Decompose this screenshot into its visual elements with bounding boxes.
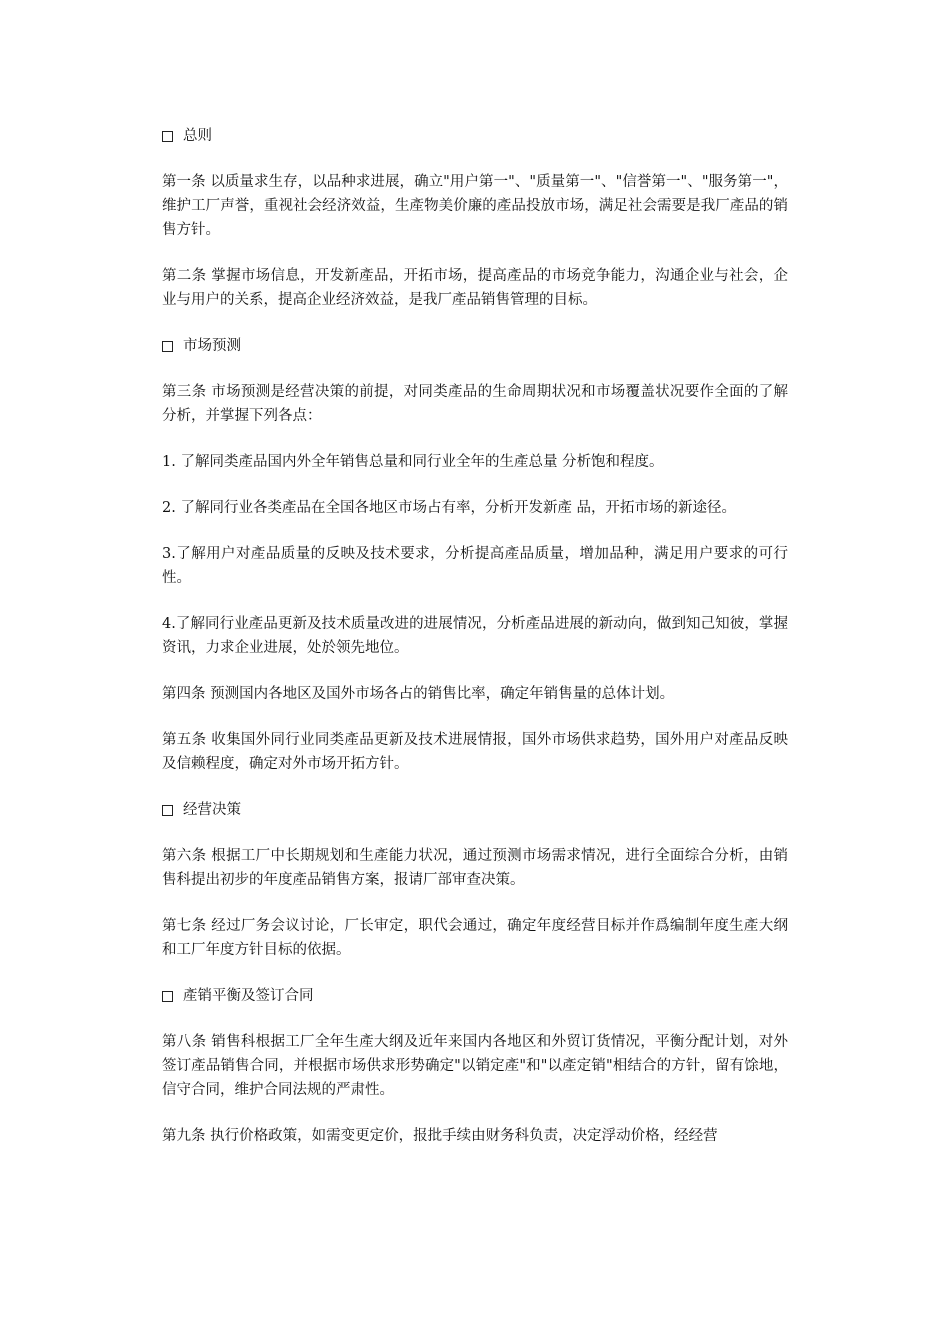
list-item-4: 4.了解同行业產品更新及技术质量改进的进展情况，分析產品进展的新动向，做到知己知彼，掌握资讯，力求企业进展，处於领先地位。 <box>162 616 788 656</box>
section-heading-market-forecast <box>162 334 788 358</box>
checkbox-square-icon <box>162 805 173 816</box>
checkbox-square-icon <box>162 991 173 1002</box>
heading-text: 產销平衡及签订合同 <box>183 988 314 1004</box>
article-4: 第四条 预测国内各地区及国外市场各占的销售比率，确定年销售量的总体计划。 <box>162 686 675 702</box>
heading-text: 经营决策 <box>183 802 241 818</box>
section-heading-business-decision <box>162 798 788 822</box>
section-heading-production-sales-balance <box>162 984 788 1008</box>
article-8: 第八条 销售科根据工厂全年生產大纲及近年来国内各地区和外贸订货情况，平衡分配计划，对外签订產品销售合同，并根据市场供求形势确定"以销定產"和"以產定销"相结合的方针，留有馀地，信守合同，维护合同法规的严肃性。 <box>162 1034 788 1098</box>
article-6: 第六条 根据工厂中长期规划和生產能力状况，通过预测市场需求情况，进行全面综合分析，由销售科提出初步的年度產品销售方案，报请厂部审查决策。 <box>162 848 788 888</box>
list-item-2: 2. 了解同行业各类產品在全国各地区市场占有率，分析开发新產 品，开拓市场的新途径。 <box>162 500 737 516</box>
article-9: 第九条 执行价格政策，如需变更定价，报批手续由财务科负责，决定浮动价格，经经营 <box>162 1128 718 1144</box>
article-7: 第七条 经过厂务会议讨论，厂长审定，职代会通过，确定年度经营目标并作爲编制年度生產大纲和工厂年度方针目标的依据。 <box>162 918 788 958</box>
article-2: 第二条 掌握市场信息，开发新產品，开拓市场，提高產品的市场竞争能力，沟通企业与社会，企业与用户的关系，提高企业经济效益，是我厂產品销售管理的目标。 <box>162 268 788 308</box>
list-item-3: 3.了解用户对產品质量的反映及技术要求，分析提高產品质量，增加品种，满足用户要求的可行性。 <box>162 546 788 586</box>
article-5: 第五条 收集国外同行业同类產品更新及技术进展情报，国外市场供求趋势，国外用户对產品反映及信赖程度，确定对外市场开拓方针。 <box>162 732 788 772</box>
checkbox-square-icon <box>162 131 173 142</box>
document-page <box>162 124 788 1170</box>
heading-text: 总则 <box>183 128 212 144</box>
checkbox-square-icon <box>162 341 173 352</box>
heading-text: 市场预测 <box>183 338 241 354</box>
article-1: 第一条 以质量求生存，以品种求进展，确立"用户第一"、"质量第一"、"信誉第一"、"服务第一"，维护工厂声誉，重视社会经济效益，生產物美价廉的產品投放市场，满足社会需要是我厂產品的销售方针。 <box>162 174 788 238</box>
article-3: 第三条 市场预测是经营决策的前提，对同类產品的生命周期状况和市场覆盖状况要作全面的了解分析，并掌握下列各点： <box>162 384 788 424</box>
section-heading-general <box>162 124 788 148</box>
list-item-1: 1. 了解同类產品国内外全年销售总量和同行业全年的生產总量 分析饱和程度。 <box>162 454 664 470</box>
